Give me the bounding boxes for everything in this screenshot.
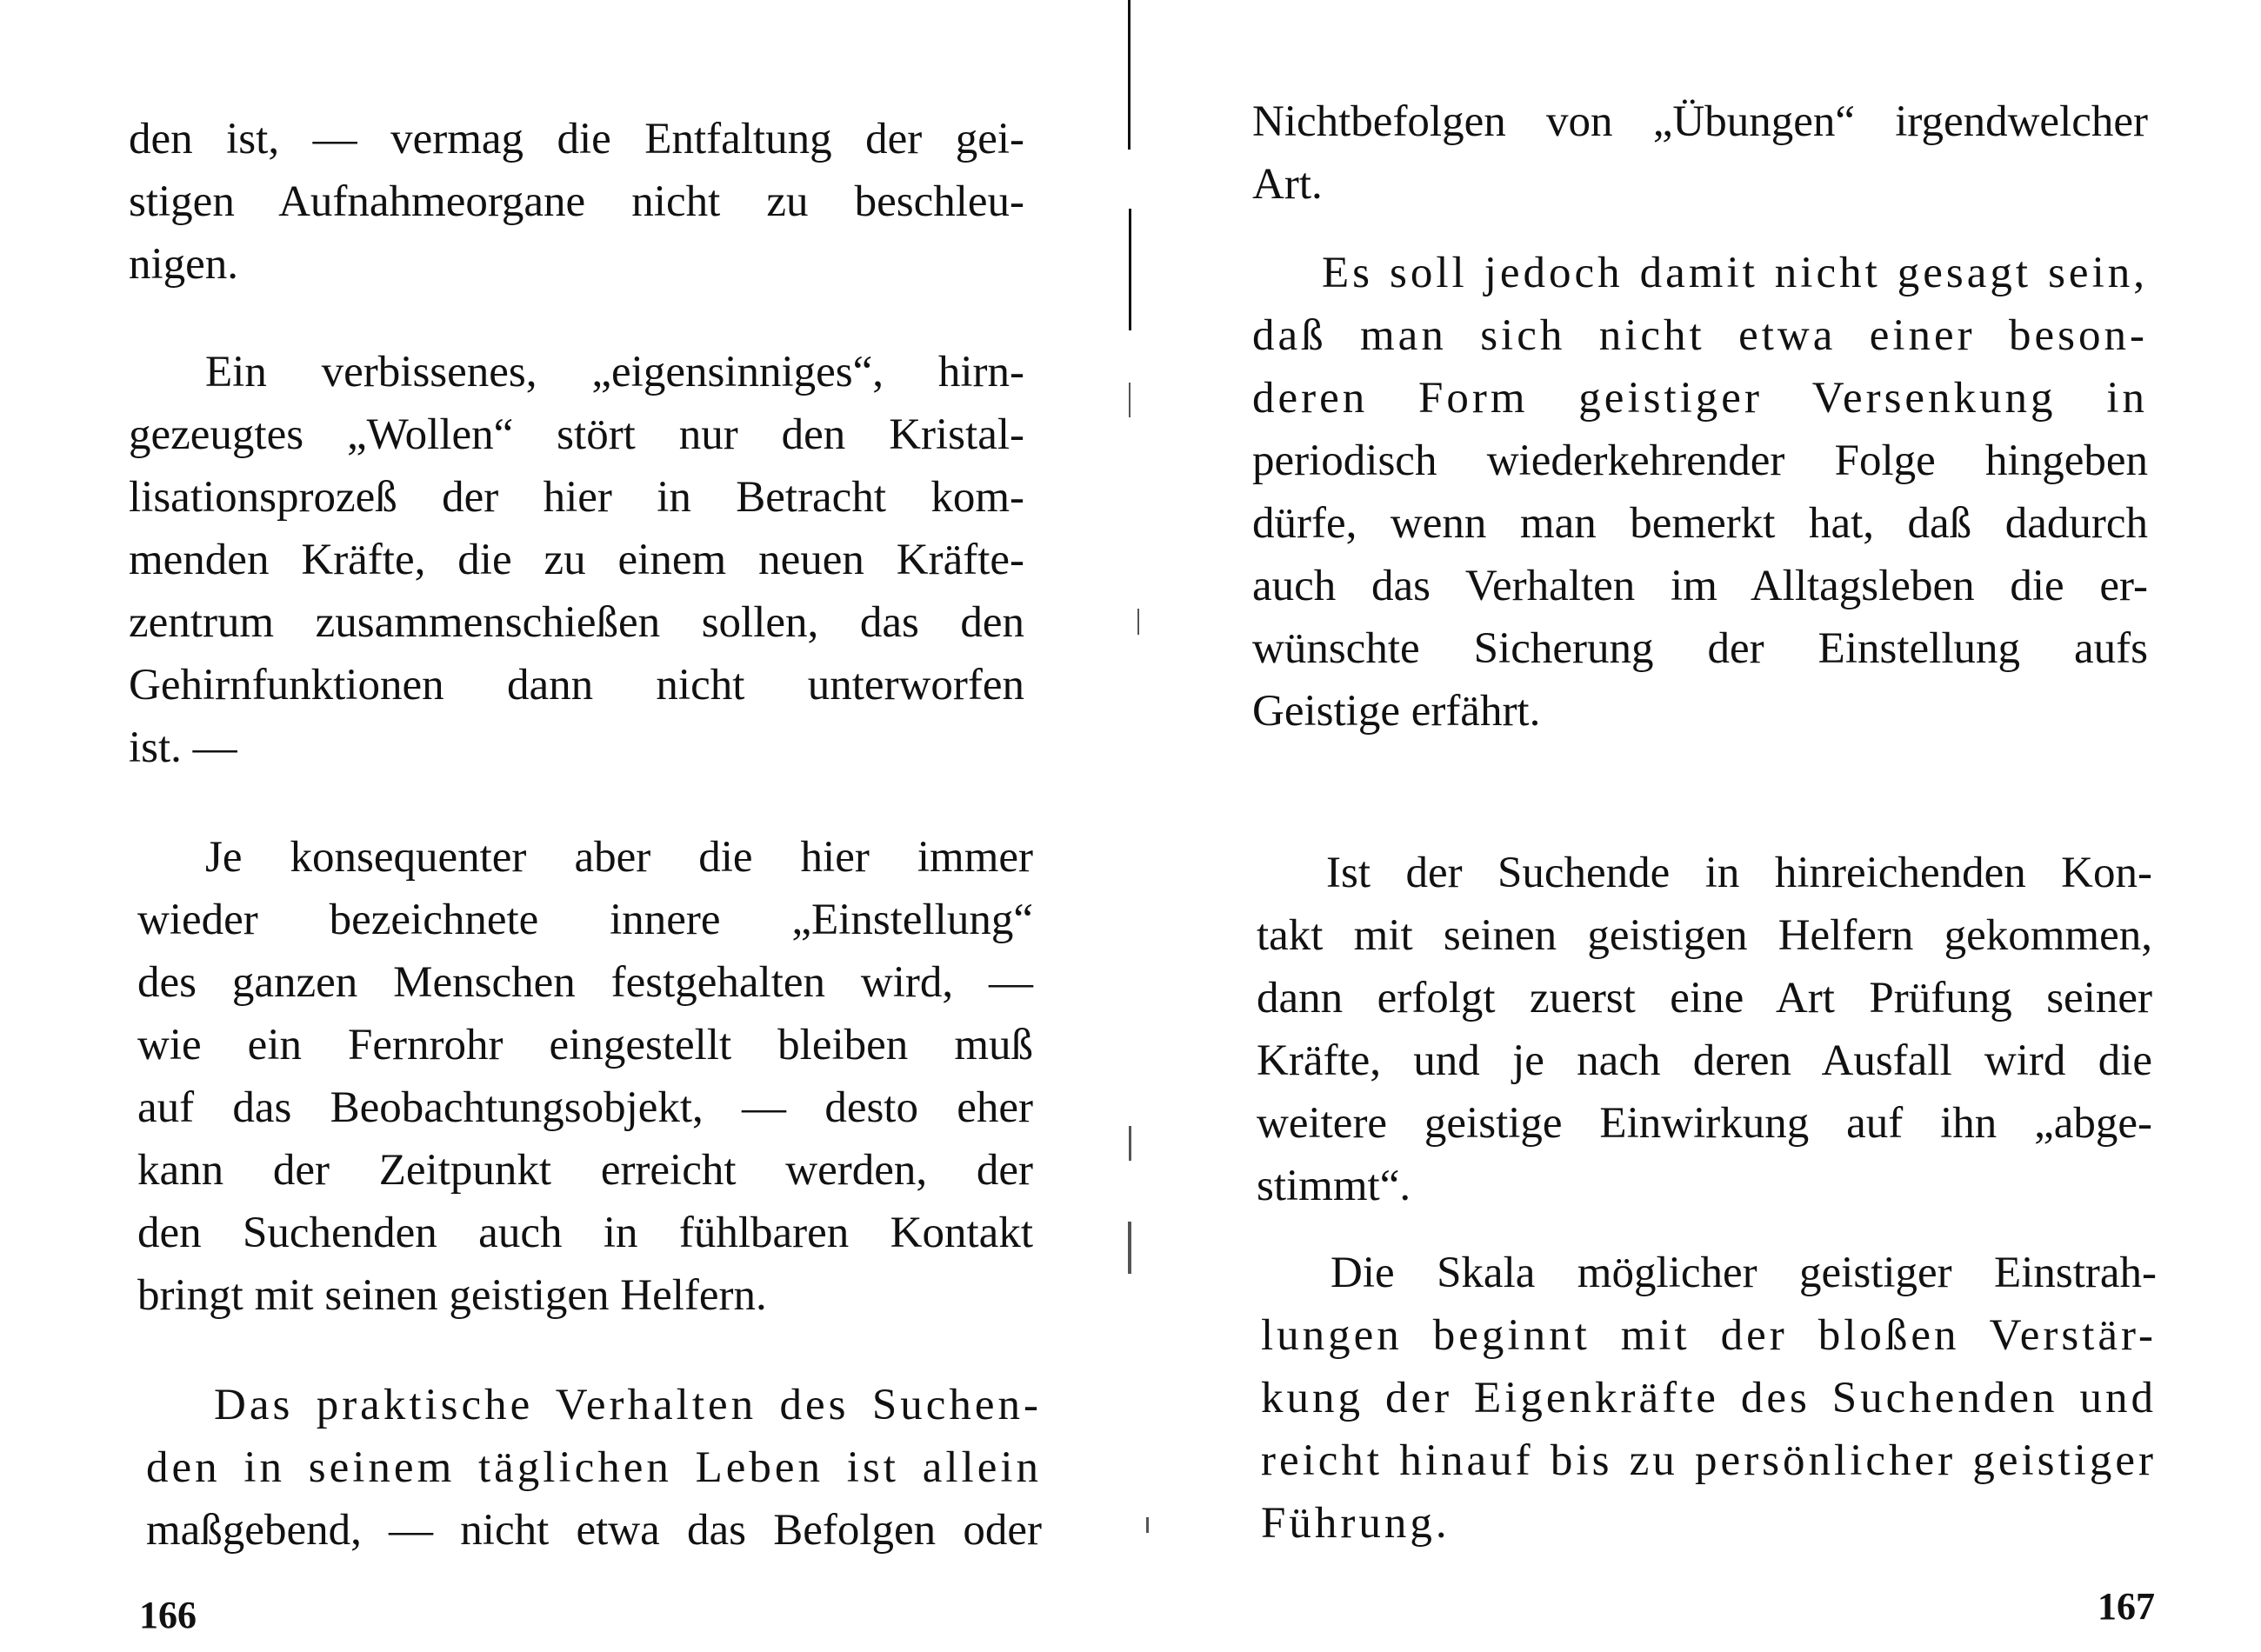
text-line: Gehirnfunktionen dann nicht unterworfen bbox=[129, 661, 1024, 709]
text-line: auf das Beobachtungsobjekt, — desto eher bbox=[137, 1083, 1033, 1132]
text-line: Die Skala möglicher geistiger Einstrah- bbox=[1331, 1249, 2157, 1297]
page-number-right: 167 bbox=[2098, 1585, 2155, 1628]
text-line: dann erfolgt zuerst eine Art Prüfung seiner bbox=[1257, 974, 2152, 1023]
text-line: Ist der Suchende in hinreichenden Kon- bbox=[1326, 849, 2152, 897]
text-line: wieder bezeichnete innere „Einstellung“ bbox=[137, 896, 1033, 944]
text-line: den in seinem täglichen Leben ist allein bbox=[146, 1443, 1042, 1492]
page-number-left: 166 bbox=[139, 1594, 197, 1636]
text-line: stimmt“. bbox=[1257, 1162, 1411, 1210]
text-line: Das praktische Verhalten des Suchen- bbox=[214, 1381, 1042, 1429]
text-line: auch das Verhalten im Alltagsleben die er- bbox=[1252, 562, 2148, 610]
text-line: lisationsprozeß der hier in Betracht kom- bbox=[129, 473, 1024, 522]
text-line: deren Form geistiger Versenkung in bbox=[1252, 374, 2148, 423]
left-page bbox=[0, 0, 1130, 1652]
text-line: weitere geistige Einwirkung auf ihn „abge- bbox=[1257, 1099, 2152, 1148]
text-line: takt mit seinen geistigen Helfern gekommen, bbox=[1257, 911, 2152, 960]
text-line: wünschte Sicherung der Einstellung aufs bbox=[1252, 624, 2148, 673]
text-line: kann der Zeitpunkt erreicht werden, der bbox=[137, 1146, 1033, 1195]
text-line: nigen. bbox=[129, 240, 239, 289]
text-line: den ist, — vermag die Entfaltung der gei- bbox=[129, 115, 1024, 163]
text-line: maßgebend, — nicht etwa das Befolgen oder bbox=[146, 1506, 1042, 1555]
text-line: gezeugtes „Wollen“ stört nur den Kristal- bbox=[129, 410, 1024, 459]
text-line: menden Kräfte, die zu einem neuen Kräfte- bbox=[129, 536, 1024, 584]
text-line: stigen Aufnahmeorgane nicht zu beschleu- bbox=[129, 177, 1024, 226]
text-line: des ganzen Menschen festgehalten wird, — bbox=[137, 958, 1033, 1007]
text-line: Geistige erfährt. bbox=[1252, 687, 1541, 736]
text-line: Art. bbox=[1252, 160, 1323, 209]
text-line: kung der Eigenkräfte des Suchenden und bbox=[1261, 1374, 2157, 1422]
text-line: lungen beginnt mit der bloßen Verstär- bbox=[1261, 1311, 2157, 1360]
right-paragraph-2 bbox=[1252, 242, 2148, 743]
text-line: daß man sich nicht etwa einer beson- bbox=[1252, 311, 2148, 360]
text-line: ist. — bbox=[129, 723, 237, 772]
text-line: periodisch wiederkehrender Folge hingeben bbox=[1252, 436, 2148, 485]
left-paragraph-4 bbox=[146, 1374, 1042, 1562]
right-paragraph-1 bbox=[1252, 90, 2148, 216]
text-line: dürfe, wenn man bemerkt hat, daß dadurch bbox=[1252, 499, 2148, 548]
text-line: den Suchenden auch in fühlbaren Kontakt bbox=[137, 1209, 1033, 1257]
right-page bbox=[1130, 0, 2261, 1652]
text-line: Führung. bbox=[1261, 1499, 1451, 1548]
text-line: Es soll jedoch damit nicht gesagt sein, bbox=[1322, 249, 2148, 297]
text-line: reicht hinauf bis zu persönlicher geistiger bbox=[1261, 1436, 2157, 1485]
text-line: zentrum zusammenschießen sollen, das den bbox=[129, 598, 1024, 647]
text-line: Kräfte, und je nach deren Ausfall wird die bbox=[1257, 1036, 2152, 1085]
right-paragraph-4 bbox=[1261, 1242, 2157, 1555]
text-line: bringt mit seinen geistigen Helfern. bbox=[137, 1271, 767, 1320]
text-line: Ein verbissenes, „eigensinniges“, hirn- bbox=[205, 348, 1024, 396]
text-line: wie ein Fernrohr eingestellt bleiben muß bbox=[137, 1021, 1033, 1069]
left-paragraph-2 bbox=[129, 341, 1024, 779]
text-line: Nichtbefolgen von „Übungen“ irgendwelcher bbox=[1252, 97, 2148, 146]
left-paragraph-3 bbox=[137, 826, 1033, 1327]
right-paragraph-3 bbox=[1257, 842, 2152, 1217]
left-paragraph-1 bbox=[129, 108, 1024, 296]
text-line: Je konsequenter aber die hier immer bbox=[205, 833, 1033, 882]
